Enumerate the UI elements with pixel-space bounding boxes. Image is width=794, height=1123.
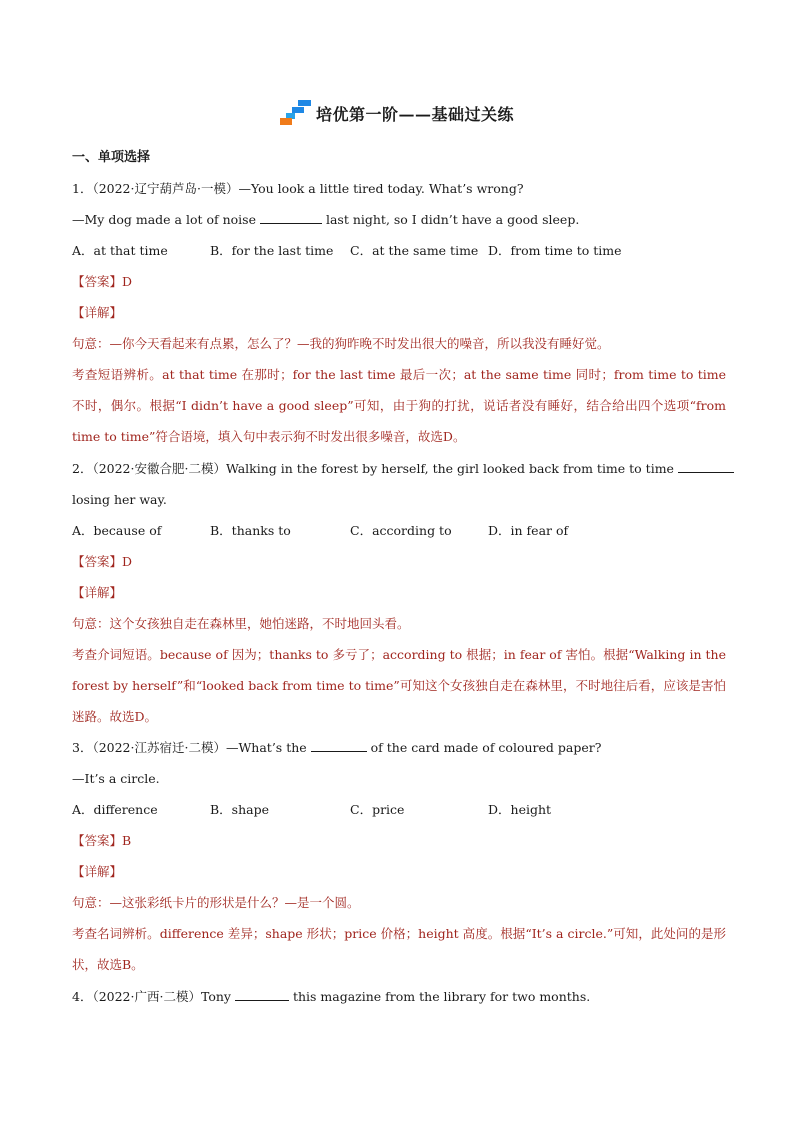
q2-answer: 【答案】D	[72, 553, 133, 569]
q3-stem-line2: —It’s a circle.	[72, 771, 160, 787]
answer-blank	[678, 458, 734, 473]
q3-detail-label: 【详解】	[72, 864, 123, 880]
option-b: B．shape	[210, 802, 270, 818]
content	[72, 142, 726, 1012]
q1-stem-line1: 1．（2022·辽宁葫芦岛·一模）—You look a little tired today. What’s wrong?	[72, 181, 524, 196]
option-a: A．difference	[72, 802, 158, 818]
option-b: B．for the last time	[210, 243, 334, 258]
q1-meaning: 句意：—你今天看起来有点累，怎么了？—我的狗昨晚不时发出很大的噪音，所以我没有睡好觉。	[72, 336, 610, 351]
q3-answer: 【答案】B	[72, 833, 132, 849]
option-c: C．at the same time	[350, 243, 479, 258]
q2-options	[72, 515, 726, 546]
option-c: C．price	[350, 802, 405, 818]
q1-analysis: 考查短语辨析。at that time 在那时；for the last time 最后一次；at the same time 同时；from time to time 不时，偶尔。根据“I didn’t have a good sleep”可知，由于狗的打扰，说话者没有睡好，结合给出四个选项“from time to time”符合语境，填入句中表示狗不时发出很多噪音，故选D。	[72, 367, 726, 445]
answer-blank	[235, 986, 289, 1001]
q1-stem-line2: —My dog made a lot of noise last night, so I didn’t have a good sleep.	[72, 204, 726, 235]
q2-stem-line2: losing her way.	[72, 491, 167, 507]
option-c: C．according to	[350, 522, 452, 538]
q2-stem-line1: 2．（2022·安徽合肥·二模）Walking in the forest by herself, the girl looked back from time to time	[72, 453, 726, 484]
option-d: D．height	[488, 802, 552, 818]
q1-answer: 【答案】D	[72, 274, 133, 289]
q3-options	[72, 794, 726, 825]
option-a: A．at that time	[72, 243, 168, 258]
stairs-logo-icon	[280, 100, 312, 126]
option-d: D．in fear of	[488, 522, 569, 538]
option-b: B．thanks to	[210, 522, 291, 538]
q2-detail-label: 【详解】	[72, 584, 123, 600]
q2-analysis: 考查介词短语。because of 因为；thanks to 多亏了；according to 根据；in fear of 害怕。根据“Walking in the forest by herself”和“looked back from time to time”可知这个女孩独自走在森林里，不时地往后看，应该是害怕迷路。故选D。	[72, 646, 726, 725]
answer-blank	[260, 209, 322, 224]
page-title: 培优第一阶——基础过关练	[315, 104, 514, 124]
q2-meaning: 句意：这个女孩独自走在森林里，她怕迷路，不时地回头看。	[72, 615, 410, 631]
q3-meaning: 句意：—这张彩纸卡片的形状是什么？—是一个圆。	[72, 895, 360, 911]
q3-stem-line1: 3．（2022·江苏宿迁·二模）—What’s the of the card made of coloured paper?	[72, 732, 726, 763]
q3-analysis: 考查名词辨析。difference 差异；shape 形状；price 价格；height 高度。根据“It’s a circle.”可知，此处问的是形状，故选B。	[72, 926, 726, 973]
answer-blank	[311, 737, 367, 752]
q4-stem-line1: 4．（2022·广西·二模）Tony this magazine from the library for two months.	[72, 981, 726, 1012]
q1-detail-label: 【详解】	[72, 305, 123, 320]
q1-options	[72, 235, 726, 266]
section-title: 一、单项选择	[72, 150, 151, 165]
title-row	[0, 100, 794, 130]
option-d: D．from time to time	[488, 243, 622, 258]
option-a: A．because of	[72, 522, 162, 538]
